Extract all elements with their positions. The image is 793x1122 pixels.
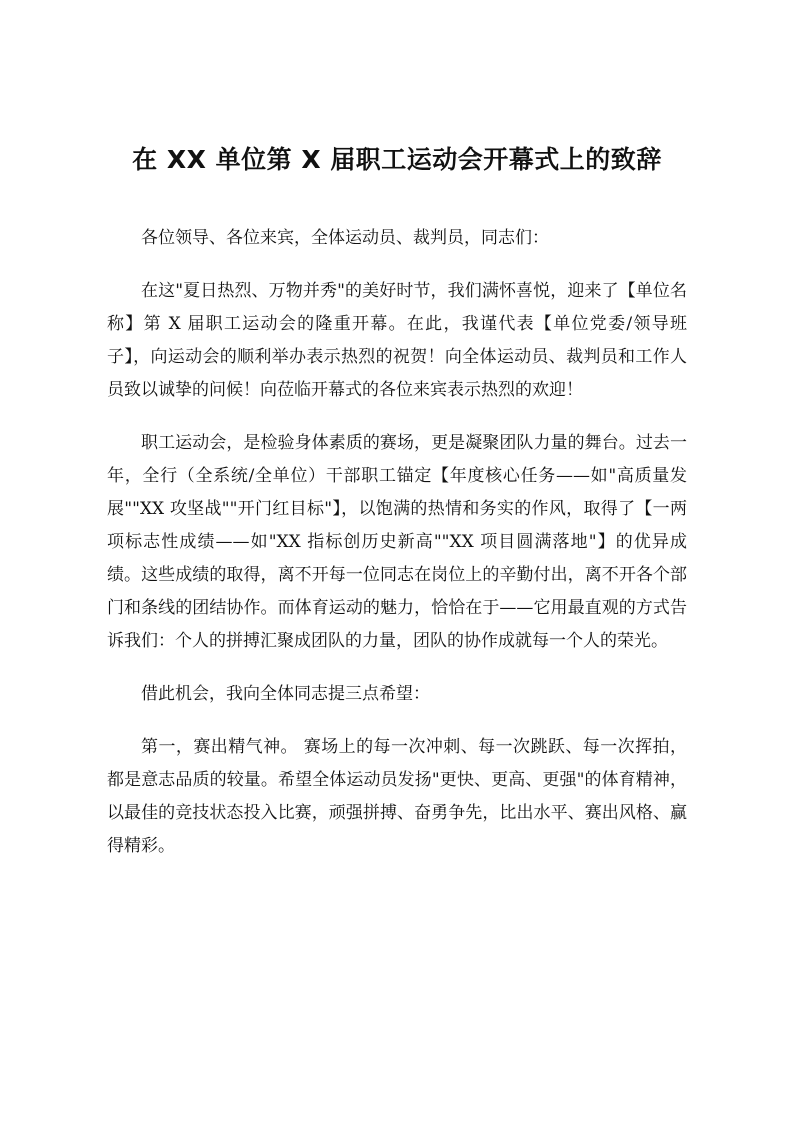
salutation-paragraph: 各位领导、各位来宾，全体运动员、裁判员，同志们：	[141, 228, 549, 248]
achievements-paragraph: 职工运动会，是检验身体素质的赛场，更是凝聚团队力量的舞台。过去一年，全行（全系统/全单位）干部职工锚定【年度核心任务——如"高质量发展""XX 攻坚战""开门红目标"】，以饱满的热情和务实的作风，取得了【一两项标志性成绩——如"XX 指标创历史新高""XX 项目圆满落地"】的优异成绩。这些成绩的取得，离不开每一位同志在岗位上的辛勤付出，离不开各个部门和条线的团结协作。而体育运动的魅力，恰恰在于——它用最直观的方式告诉我们：个人的拼搏汇聚成团队的力量，团队的协作成就每一个人的荣光。	[107, 433, 687, 651]
first-hope-paragraph: 第一，赛出精气神。 赛场上的每一次冲刺、每一次跳跃、每一次挥拍，都是意志品质的较量。希望全体运动员发扬"更快、更高、更强"的体育精神，以最佳的竞技状态投入比赛，顽强拼搏、奋勇争先，比出水平、赛出风格、赢得精彩。	[107, 737, 687, 856]
document-page	[107, 0, 687, 1122]
document-body	[107, 222, 687, 883]
opening-paragraph: 在这"夏日热烈、万物并秀"的美好时节，我们满怀喜悦，迎来了【单位名称】第 X 届职工运动会的隆重开幕。在此，我谨代表【单位党委/领导班子】，向运动会的顺利举办表示热烈的祝贺！向全体运动员、裁判员和工作人员致以诚挚的问候！向莅临开幕式的各位来宾表示热烈的欢迎！	[107, 281, 687, 400]
document-title: 在 XX 单位第 X 届职工运动会开幕式上的致辞	[132, 145, 662, 174]
hopes-intro-paragraph: 借此机会，我向全体同志提三点希望：	[141, 684, 430, 704]
